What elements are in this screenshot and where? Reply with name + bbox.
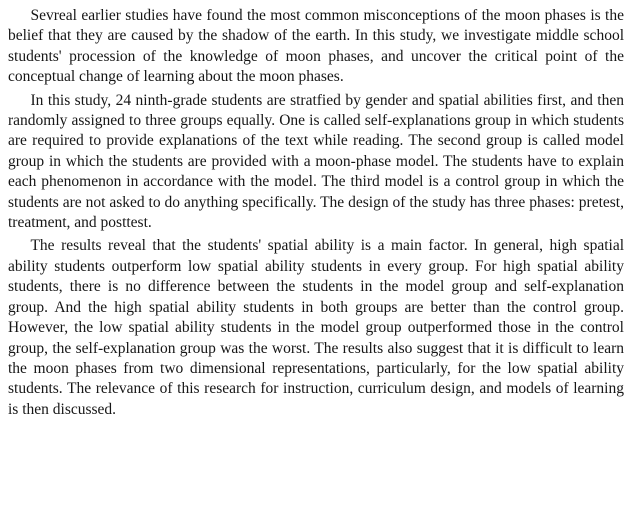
- paragraph-results: The results reveal that the students' spatial ability is a main factor. In general, high spatial ability students outperform low spatial ability students in every group. For high spatial ability students, there is no difference between the students in the model group and self-explanation group. And the high spatial ability students in both groups are better than the control group. However, the low spatial ability students in the model group outperformed those in the control group, the self-explanation group was the worst. The results also suggest that it is difficult to learn the moon phases from two dimensional representations, particularly, for the low spatial ability students. The relevance of this research for instruction, curriculum design, and models of learning is then discussed.: [8, 237, 624, 418]
- paragraph-method: In this study, 24 ninth-grade students are stratfied by gender and spatial abilities first, and then randomly assigned to three groups equally. One is called self-explanations group in which students are required to provide explanations of the text while reading. The second group is called model group in which the students are provided with a moon-phase model. The students have to explain each phenomenon in accordance with the model. The third model is a control group in which the students are not asked to do anything specifically. The design of the study has three phases: pretest, treatment, and posttest.: [8, 91, 624, 232]
- paragraph-background: Sevreal earlier studies have found the most common misconceptions of the moon phases is the belief that they are caused by the shadow of the earth. In this study, we investigate middle school students' procession of the knowledge of moon phases, and uncover the critical point of the conceptual change of learning about the moon phases.: [8, 7, 624, 86]
